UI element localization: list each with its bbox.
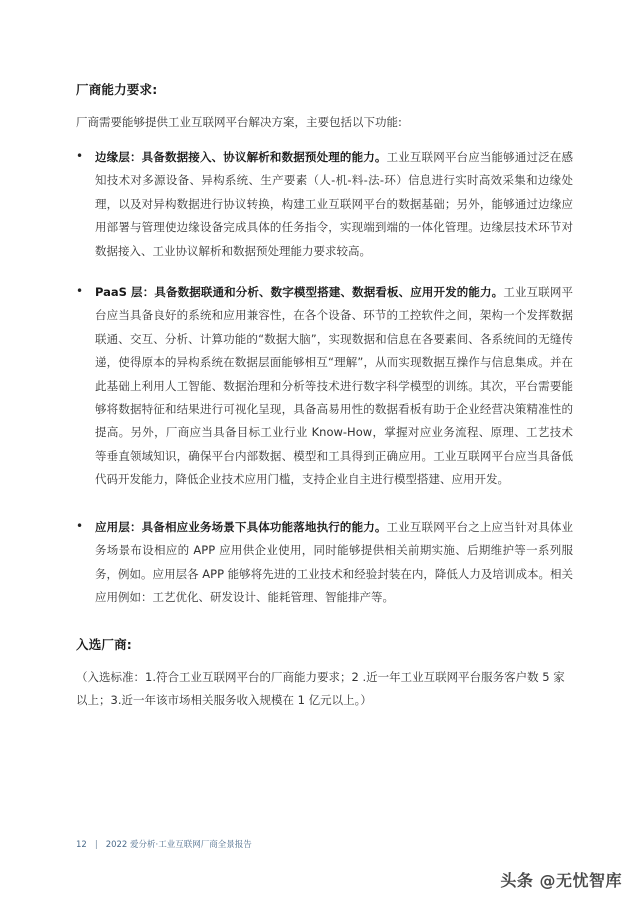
list-item-body: 工业互联网平台应当具备良好的系统和应用兼容性，在各个设备、环节的工控软件之间，架构一个发挥数据联通、交互、分析、计算功能的“数据大脑”，实现数据和信息在各要素间、各系统间的无缝传递，使得原本的异构系统在数据层面能够相互“理解”，从而实现数据互操作与信息集成。并在此基础上利用人工智能、数据治理和分析等技术进行数字科学模型的训练。其次，平台需要能够将数据特征和结果进行可视化呈现，具备高易用性的数据看板有助于企业经营决策精准性的提高。另外，厂商应当具备目标工业行业 Know-How，掌握对应业务流程、原理、工艺技术等垂直领域知识，确保平台内部数据、模型和工具得到正确应用。工业互联网平台应当具备低代码开发能力，降低企业技术应用门槛，支持企业自主进行模型搭建、应用开发。 <box>95 285 573 487</box>
intro-paragraph: 厂商需要能够提供工业互联网平台解决方案，主要包括以下功能: <box>76 115 402 129</box>
footer-separator: | <box>94 840 98 850</box>
page-footer <box>76 838 252 850</box>
section-heading-vendor-capabilities: 厂商能力要求: <box>76 82 158 97</box>
selection-criteria-note: （入选标准：1.符合工业互联网平台的厂商能力要求；2 .近一年工业互联网平台服务客户数 5 家以上；3.近一年该市场相关服务收入规模在 1 亿元以上。） <box>76 670 565 708</box>
list-item-paas-layer <box>95 281 573 492</box>
list-item-edge-layer <box>95 146 573 263</box>
report-title: 2022 爱分析·工业互联网厂商全景报告 <box>105 840 252 850</box>
source-watermark: 头条 @无忧智库 <box>500 871 622 890</box>
list-item-lead: 边缘层：具备数据接入、协议解析和数据预处理的能力。 <box>95 150 387 164</box>
section-heading-selected-vendors: 入选厂商: <box>76 637 132 652</box>
list-item-application-layer <box>95 516 573 610</box>
bullet-icon: • <box>76 519 84 533</box>
bullet-icon: • <box>76 284 84 298</box>
list-item-body: 工业互联网平台应当能够通过泛在感知技术对多源设备、异构系统、生产要素（人-机-料-法-环）信息进行实时高效采集和边缘处理，以及对异构数据进行协议转换，构建工业互联网平台的数据基础；另外，能够通过边缘应用部署与管理使边缘设备完成具体的任务指令，实现端到端的一体化管理。边缘层技术环节对数据接入、工业协议解析和数据预处理能力要求较高。 <box>95 150 573 258</box>
page-number: 12 <box>76 840 87 850</box>
list-item-lead: PaaS 层：具备数据联通和分析、数字模型搭建、数据看板、应用开发的能力。 <box>95 285 504 299</box>
list-item-body: 工业互联网平台之上应当针对具体业务场景布设相应的 APP 应用供企业使用，同时能够提供相关前期实施、后期维护等一系列服务，例如。应用层各 APP 能够将先进的工业技术和经验封装在内，降低人力及培训成本。相关应用例如：工艺优化、研发设计、能耗管理、智能排产等。 <box>95 520 573 605</box>
bullet-icon: • <box>76 149 84 163</box>
list-item-lead: 应用层：具备相应业务场景下具体功能落地执行的能力。 <box>95 520 387 534</box>
